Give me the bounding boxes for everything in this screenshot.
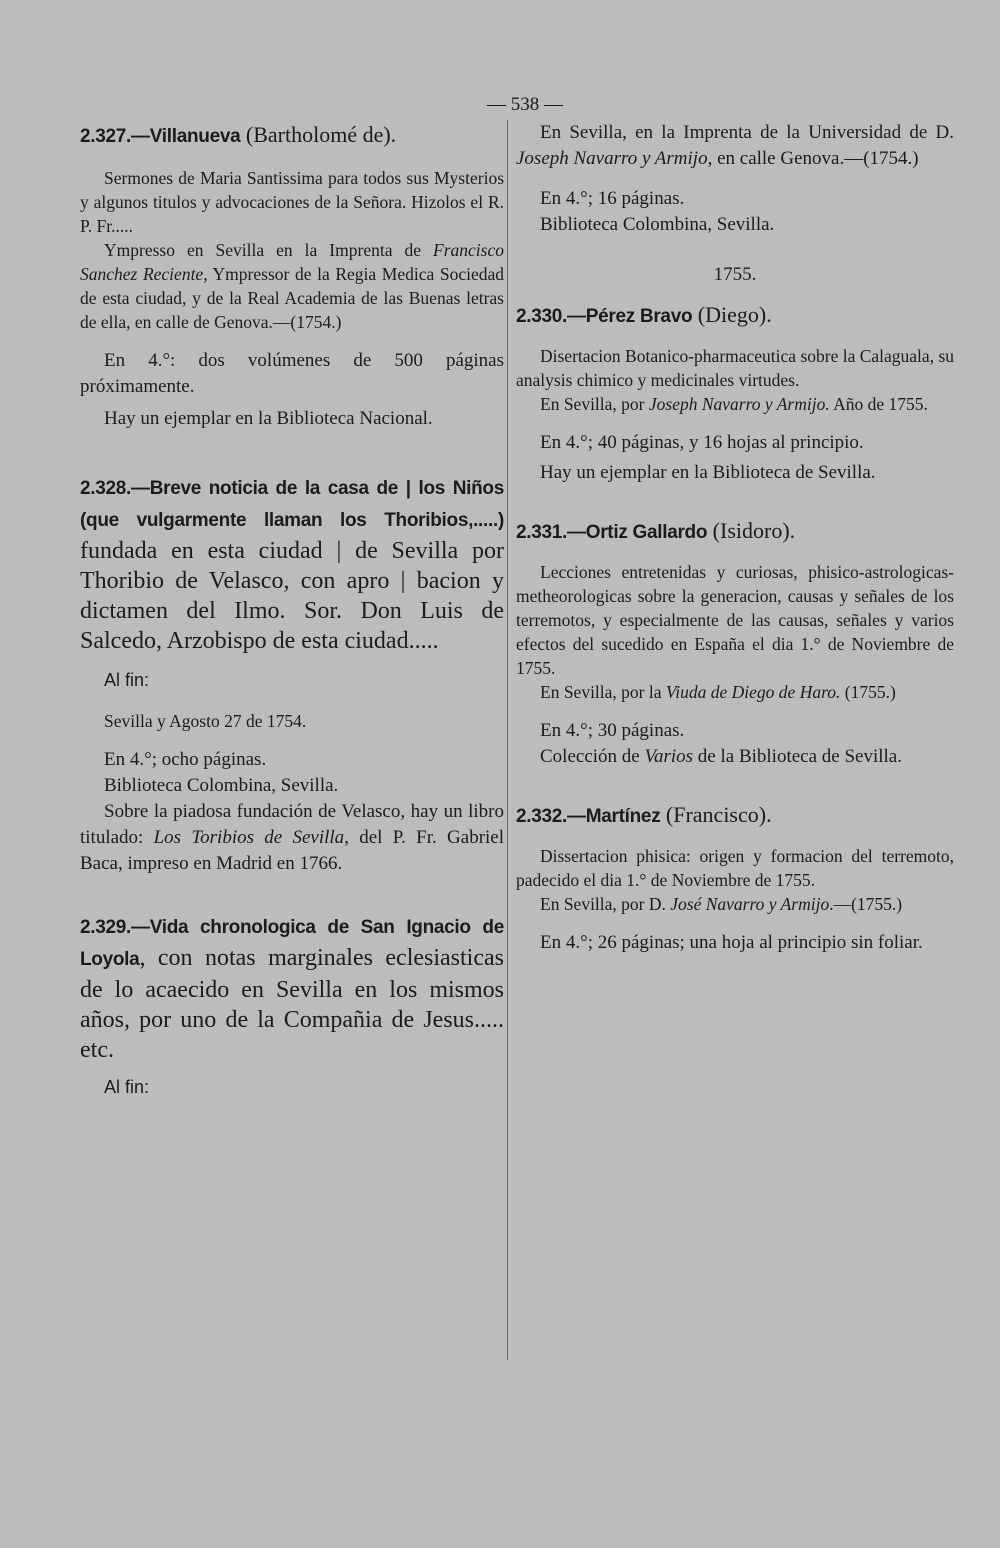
location-text: Colección de	[540, 746, 645, 767]
entry-imprint	[516, 680, 954, 704]
entry-author-rest: (Diego).	[692, 302, 772, 327]
entry-title-rest: , con notas marginales eclesiasticas de lo acaecido en Sevilla en los mismos años, por uno de la Compañia de Jesus..... etc.	[80, 945, 504, 1063]
entry-2331	[516, 516, 954, 770]
entry-imprint	[516, 892, 954, 916]
al-fin-label: Al fin:	[104, 670, 150, 690]
imprint-text-end: .—(1755.)	[829, 894, 903, 914]
note-text: Sobre la piadosa fundación de Velasco, hay un libro titulado:	[80, 801, 504, 848]
entry-location: Hay un ejemplar en la Biblioteca de Sevilla.	[540, 462, 876, 483]
entry-number: 2.328.—	[80, 478, 150, 499]
entry-title-bold: Vida chronologica de San Ignacio de Loyola	[80, 917, 504, 970]
entry-heading	[516, 300, 954, 332]
entry-description: Disertacion Botanico-pharmaceutica sobre la Calaguala, su analysis chimico y medicinales virtudes.	[516, 346, 955, 390]
imprint-text: En Sevilla, por la	[540, 682, 666, 702]
page-number: — 538 —	[487, 94, 563, 115]
entry-number: 2.332.—	[516, 806, 586, 827]
location-collection: Varios	[644, 746, 694, 767]
entry-heading	[516, 516, 954, 548]
entry-number: 2.331.—	[516, 522, 586, 543]
entry-2329-format: En 4.°; 16 páginas.	[540, 188, 685, 209]
entry-title-rest: fundada en esta ciudad | de Sevilla por Thoribio de Velasco, con apro | bacion y dictamen del Ilmo. Sor. Don Luis de Salcedo, Arzobispo de esta ciudad.....	[80, 538, 504, 654]
note-book-title: Los Toribios de Sevilla	[153, 827, 345, 848]
entry-number: 2.329.—	[80, 917, 150, 938]
imprint-text-end: Año de 1755.	[829, 394, 928, 414]
entry-heading	[80, 120, 504, 152]
entry-2330	[516, 300, 954, 486]
right-column	[516, 120, 954, 956]
entry-format: En 4.°: dos volúmenes de 500 páginas próximamente.	[80, 350, 504, 397]
entry-title-bold: Breve noticia de la casa de | los Niños (que vulgarmente llaman los Thoribios,.....)	[80, 478, 504, 531]
entry-2328	[80, 472, 504, 877]
entry-format: En 4.°; 30 páginas.	[540, 720, 685, 741]
entry-author-rest: (Francisco).	[660, 802, 772, 827]
entry-2329	[80, 911, 504, 1098]
entry-location	[516, 744, 954, 770]
continuation-text: En Sevilla, en la Imprenta de la Universidad de D.	[540, 122, 954, 143]
imprint-text-end: , Ympressor de la Regia Medica Sociedad de esta ciudad, y de la Real Academia de las Buenas letras de ella, en calle de Genova.—(1754.)	[80, 264, 505, 332]
entry-description: Lecciones entretenidas y curiosas, phisico-astrologicas-metheorologicas sobre la generacion, causas y señales de los terremotos, y especialmente de las causas, señales y varios efectos del sucedido en España el dia 1.° de Noviembre de 1755.	[516, 562, 954, 678]
location-text-end: de la Biblioteca de Sevilla.	[693, 746, 902, 767]
note-text-end: , del P. Fr. Gabriel Baca, impreso en Madrid en 1766.	[80, 827, 505, 874]
imprint-text: En Sevilla, por	[540, 394, 649, 414]
entry-format: En 4.°; ocho páginas.	[104, 749, 267, 770]
entry-2329-continuation	[516, 120, 954, 172]
entry-format: En 4.°; 26 páginas; una hoja al principio sin foliar.	[540, 932, 923, 953]
year-heading: 1755.	[713, 264, 757, 285]
imprint-printer: José Navarro y Armijo	[670, 894, 830, 914]
continuation-printer: Joseph Navarro y Armijo	[516, 148, 708, 169]
al-fin-label: Al fin:	[104, 1077, 150, 1097]
entry-title	[80, 911, 504, 1065]
entry-format: En 4.°; 40 páginas, y 16 hojas al principio.	[540, 432, 864, 453]
entry-description: Dissertacion phisica: origen y formacion del terremoto, padecido el dia 1.° de Noviembre de 1755.	[516, 846, 954, 890]
entry-imprint	[516, 392, 954, 416]
entry-number: 2.327.—	[80, 126, 150, 147]
entry-author: Martínez	[585, 806, 661, 827]
entry-author: Pérez Bravo	[585, 306, 693, 327]
entry-author: Ortiz Gallardo	[585, 522, 708, 543]
entry-location: Biblioteca Colombina, Sevilla.	[104, 775, 339, 796]
imprint-text: En Sevilla, por D.	[540, 894, 671, 914]
imprint-text: Ympresso en Sevilla en la Imprenta de	[104, 240, 434, 260]
entry-title	[80, 472, 504, 656]
entry-2332	[516, 800, 954, 956]
entry-author-rest: (Bartholomé de).	[240, 122, 397, 147]
entry-heading	[516, 800, 954, 832]
continuation-text-end: , en calle Genova.—(1754.)	[707, 148, 919, 169]
entry-description: Sermones de Maria Santissima para todos sus Mysterios y algunos titulos y advocaciones de la Señora. Hizolos el R. P. Fr.....	[80, 168, 504, 236]
entry-colophon: Sevilla y Agosto 27 de 1754.	[104, 711, 307, 731]
entry-author: Villanueva	[149, 126, 241, 147]
entry-number: 2.330.—	[516, 306, 586, 327]
entry-2329-location: Biblioteca Colombina, Sevilla.	[540, 214, 775, 235]
entry-2327	[80, 120, 504, 432]
imprint-printer: Joseph Navarro y Armijo.	[648, 394, 830, 414]
entry-location: Hay un ejemplar en la Biblioteca Nacional.	[104, 408, 433, 429]
entry-note	[80, 799, 504, 877]
column-divider	[507, 120, 508, 1360]
imprint-printer: Viuda de Diego de Haro.	[665, 682, 841, 702]
left-column	[80, 120, 504, 1098]
imprint-printer: Francisco Sanchez Reciente	[80, 240, 504, 284]
entry-author-rest: (Isidoro).	[707, 518, 796, 543]
imprint-text-end: (1755.)	[840, 682, 896, 702]
entry-imprint	[80, 238, 504, 334]
